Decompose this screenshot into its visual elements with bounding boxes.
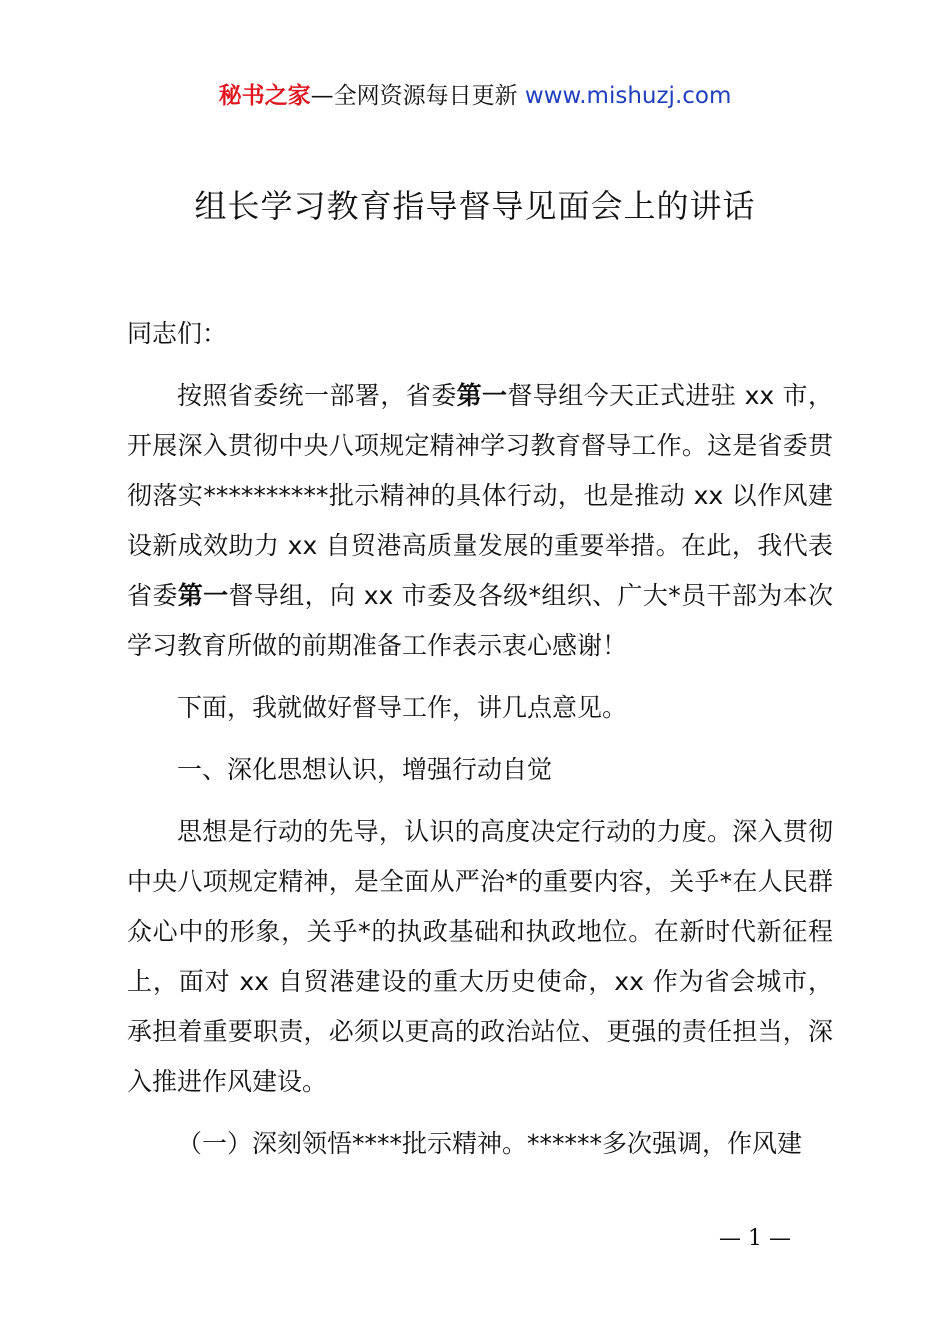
paragraph-3: 思想是行动的先导，认识的高度决定行动的力度。深入贯彻中央八项规定精神，是全面从严治*的重要内容，关乎*在人民群众心中的形象，关乎*的执政基础和执政地位。在新时代新征程上，面对 xx 自贸港建设的重大历史使命，xx 作为省会城市，承担着重要职责，必须以更高的政治站位、更强的责任担当，深入推进作风建设。 xyxy=(127,817,833,1096)
paragraph-4: （一）深刻领悟****批示精神。******多次强调，作风建 xyxy=(177,1129,803,1158)
paragraph-1-part-a: 按照省委统一部署，省委 xyxy=(177,381,457,410)
paragraph-1 xyxy=(127,371,833,671)
paragraph-2: 下面，我就做好督导工作，讲几点意见。 xyxy=(177,693,628,722)
page-number: — 1 — xyxy=(719,1226,791,1251)
document-title: 组长学习教育指导督导见面会上的讲话 xyxy=(194,187,756,225)
site-url[interactable]: www.mishuzj.com xyxy=(524,83,732,109)
paragraph-1-part-e: 督导组，向 xx 市委及各级*组织、广大*员干部为本次学习教育所做的前期准备工作表示衷心感谢！ xyxy=(127,581,833,660)
document-body xyxy=(127,309,833,1169)
salutation: 同志们： xyxy=(127,319,228,348)
section-heading-1: 一、深化思想认识，增强行动自觉 xyxy=(177,755,553,784)
site-brand: 秘书之家 xyxy=(218,83,311,109)
paragraph-1-emphasis-2: 第一 xyxy=(177,581,229,610)
site-slogan: —全网资源每日更新 xyxy=(310,83,525,109)
paragraph-1-part-c: 督导组今天正式进驻 xx 市，开展深入贯彻中央八项规定精神学习教育督导工作。这是省委贯彻落实**********批示精神的具体行动，也是推动 xx 以作风建设新成效助力 xx 自贸港高质量发展的重要举措。在此，我代表省委 xyxy=(127,381,833,610)
site-header xyxy=(0,80,950,112)
paragraph-1-emphasis-1: 第一 xyxy=(456,381,508,410)
